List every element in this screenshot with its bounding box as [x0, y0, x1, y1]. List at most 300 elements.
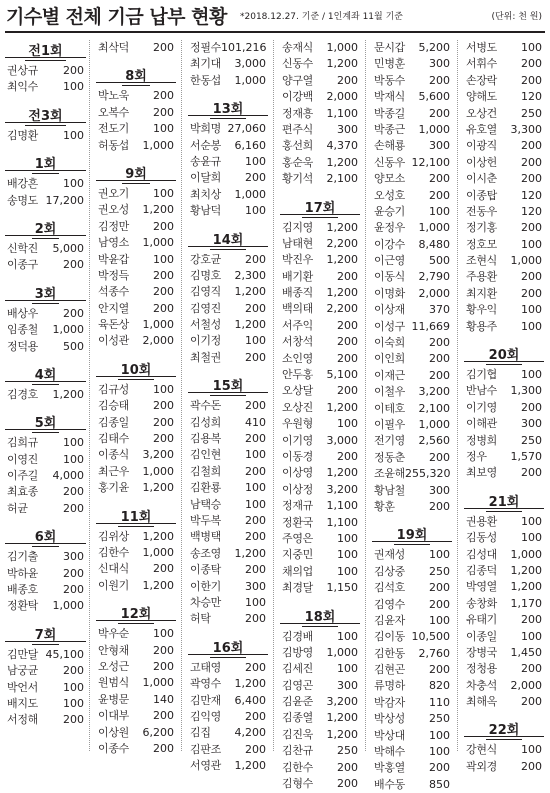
- donor-row: [464, 694, 544, 710]
- donor-name: 김찬규: [282, 744, 313, 758]
- donor-name: 김기출: [7, 550, 38, 564]
- donation-amount: 2,100: [326, 172, 358, 186]
- donor-row: [96, 333, 176, 349]
- class-group-header: [5, 364, 86, 387]
- donor-row: [280, 661, 360, 677]
- group-rule: [5, 381, 86, 382]
- donation-amount: 200: [245, 350, 266, 364]
- header-rule: [5, 31, 545, 33]
- donation-amount: 200: [153, 41, 174, 54]
- donor-name: 박홍열: [374, 761, 405, 775]
- donor-name: 이근영: [374, 254, 405, 268]
- donation-amount: 45,100: [45, 647, 84, 661]
- donor-row: [5, 598, 86, 614]
- donor-name: 이상재: [374, 303, 405, 317]
- donor-name: 김세진: [282, 662, 313, 676]
- donation-amount: 250: [429, 564, 450, 578]
- donor-row: [96, 675, 176, 691]
- group-rule: [188, 246, 268, 247]
- group-spacer: [464, 335, 544, 344]
- donor-name: 이철우: [374, 385, 405, 399]
- donation-amount: 200: [429, 597, 450, 611]
- donation-amount: 100: [337, 417, 358, 431]
- donation-amount: 1,200: [326, 57, 358, 71]
- donor-row: [372, 269, 452, 285]
- group-spacer: [5, 209, 86, 218]
- donor-name: 채의업: [282, 564, 313, 578]
- donation-amount: 200: [521, 662, 542, 676]
- donation-amount: 2,000: [142, 334, 174, 348]
- donor-name: 배수동: [374, 777, 405, 791]
- donor-name: 김집: [190, 726, 211, 740]
- donation-amount: 200: [337, 318, 358, 332]
- donor-row: [280, 645, 360, 661]
- donation-amount: 200: [63, 583, 84, 597]
- donor-name: 허균: [7, 501, 28, 515]
- donor-row: [464, 40, 544, 56]
- donor-row: [188, 333, 268, 349]
- donor-name: 남영소: [98, 236, 129, 250]
- donor-name: 주영은: [282, 531, 313, 545]
- donor-name: 이종일: [466, 629, 497, 643]
- donation-amount: 1,200: [52, 387, 84, 401]
- donation-amount: 250: [337, 744, 358, 758]
- donor-name: 이상헌: [466, 155, 497, 169]
- donor-row: [5, 193, 86, 209]
- donor-name: 최보영: [466, 466, 497, 480]
- donor-name: 차충석: [466, 678, 497, 692]
- donor-name: 박재식: [374, 90, 405, 104]
- donation-amount: 100: [429, 745, 450, 759]
- donor-row: [372, 138, 452, 154]
- column-3: [188, 40, 268, 773]
- donor-row: [188, 464, 268, 480]
- donor-name: 허탁: [190, 612, 211, 626]
- donor-row: [188, 709, 268, 725]
- donor-row: [188, 693, 268, 709]
- class-group-header: [5, 624, 86, 647]
- class-group-label: 19회: [394, 527, 431, 545]
- class-group-header: [5, 153, 86, 176]
- donor-row: [188, 154, 268, 170]
- donor-row: [280, 106, 360, 122]
- donation-amount: 1,000: [418, 122, 450, 136]
- donation-amount: 300: [429, 139, 450, 153]
- donor-name: 우원형: [282, 417, 313, 431]
- donation-amount: 200: [337, 269, 358, 283]
- donor-row: [464, 73, 544, 89]
- donation-amount: 250: [521, 106, 542, 120]
- donor-row: [464, 367, 544, 383]
- donation-amount: 200: [245, 612, 266, 626]
- donor-row: [464, 416, 544, 432]
- donor-row: [96, 268, 176, 284]
- donor-row: [464, 302, 544, 318]
- donor-name: 박정득: [98, 268, 129, 282]
- donor-row: [280, 515, 360, 531]
- donor-name: 이강수: [374, 237, 405, 251]
- donor-name: 신동수: [282, 57, 313, 71]
- class-group-header: [188, 375, 268, 398]
- donor-name: 황기석: [282, 172, 313, 186]
- donor-name: 이동식: [374, 270, 405, 284]
- donor-row: [5, 322, 86, 338]
- class-group-header: [5, 283, 86, 306]
- class-group-label: 5회: [32, 415, 60, 433]
- donor-name: 김명호: [190, 268, 221, 282]
- donation-amount: 200: [429, 73, 450, 87]
- donor-row: [96, 219, 176, 235]
- donor-name: 박두복: [190, 513, 221, 527]
- donor-row: [372, 613, 452, 629]
- donation-amount: 200: [429, 172, 450, 186]
- donation-amount: 1,200: [326, 220, 358, 234]
- donation-amount: 1,200: [234, 759, 266, 773]
- donor-row: [372, 286, 452, 302]
- donor-row: [464, 629, 544, 645]
- donation-amount: 1,300: [510, 384, 542, 398]
- donation-amount: 850: [429, 777, 450, 791]
- donor-row: [280, 351, 360, 367]
- donation-amount: 1,200: [510, 580, 542, 594]
- donor-name: 신동우: [374, 155, 405, 169]
- donation-amount: 200: [245, 660, 266, 674]
- donor-name: 이숙희: [374, 336, 405, 350]
- donor-row: [372, 499, 452, 515]
- class-group-header: [96, 506, 176, 529]
- donor-row: [372, 351, 452, 367]
- donation-amount: 200: [429, 106, 450, 120]
- donation-amount: 200: [521, 139, 542, 153]
- donor-name: 이해관: [466, 417, 497, 431]
- donation-amount: 200: [521, 613, 542, 627]
- donor-name: 이재근: [374, 368, 405, 382]
- column-divider: [89, 40, 90, 751]
- donor-row: [280, 743, 360, 759]
- donor-row: [372, 401, 452, 417]
- donor-row: [464, 56, 544, 72]
- donor-row: [280, 318, 360, 334]
- donor-row: [280, 155, 360, 171]
- donation-amount: 200: [153, 432, 174, 446]
- donor-row: [5, 501, 86, 517]
- donor-row: [96, 578, 176, 594]
- donation-amount: 1,200: [142, 203, 174, 217]
- donation-amount: 100: [521, 319, 542, 333]
- donor-row: [188, 562, 268, 578]
- donation-amount: 100: [521, 743, 542, 757]
- class-group-label: 17회: [302, 200, 339, 218]
- donation-amount: 1,200: [234, 546, 266, 560]
- donor-row: [464, 106, 544, 122]
- donor-row: [464, 89, 544, 105]
- donor-name: 서휘수: [466, 57, 497, 71]
- donor-name: 이달희: [190, 171, 221, 185]
- donation-amount: 100: [337, 564, 358, 578]
- donation-amount: 100: [245, 204, 266, 218]
- donor-row: [464, 661, 544, 677]
- donor-row: [188, 350, 268, 366]
- donor-name: 주용환: [466, 270, 497, 284]
- donor-row: [464, 220, 544, 236]
- donation-amount: 200: [153, 709, 174, 723]
- donor-name: 박우순: [98, 627, 129, 641]
- group-rule: [280, 623, 360, 624]
- class-group-header: [5, 40, 86, 63]
- donor-row: [96, 725, 176, 741]
- donor-row: [280, 727, 360, 743]
- donor-row: [5, 435, 86, 451]
- donor-name: 이종수: [98, 741, 129, 755]
- donor-row: [464, 759, 544, 775]
- donor-name: 김지영: [282, 220, 313, 234]
- donation-amount: 1,200: [326, 253, 358, 267]
- donation-amount: 200: [245, 252, 266, 266]
- donation-amount: 100: [337, 662, 358, 676]
- donation-amount: 100: [245, 448, 266, 462]
- donation-amount: 200: [429, 450, 450, 464]
- donor-name: 박동수: [374, 73, 405, 87]
- group-spacer: [5, 274, 86, 283]
- donation-amount: 200: [337, 449, 358, 463]
- donor-name: 김동성: [466, 531, 497, 545]
- donor-row: [280, 171, 360, 187]
- group-spacer: [96, 154, 176, 163]
- donor-row: [372, 777, 452, 793]
- donor-row: [96, 464, 176, 480]
- donor-row: [464, 286, 544, 302]
- donor-name: 김영수: [374, 597, 405, 611]
- donor-row: [188, 497, 268, 513]
- donor-row: [280, 498, 360, 514]
- donor-row: [188, 398, 268, 414]
- donor-row: [96, 382, 176, 398]
- donor-name: 이테호: [374, 401, 405, 415]
- class-group-header: [5, 412, 86, 435]
- group-spacer: [96, 350, 176, 359]
- donor-name: 김한동: [374, 646, 405, 660]
- donation-amount: 250: [521, 433, 542, 447]
- donor-name: 김판조: [190, 742, 221, 756]
- donation-amount: 100: [245, 334, 266, 348]
- donor-row: [372, 450, 452, 466]
- group-spacer: [96, 594, 176, 603]
- donor-row: [372, 662, 452, 678]
- donor-name: 오상달: [282, 384, 313, 398]
- donor-row: [188, 676, 268, 692]
- donation-amount: 1,200: [326, 400, 358, 414]
- donor-name: 김경호: [7, 387, 38, 401]
- donor-row: [188, 252, 268, 268]
- donor-row: [464, 188, 544, 204]
- donor-row: [96, 447, 176, 463]
- donor-row: [280, 73, 360, 89]
- donation-amount: 2,300: [234, 268, 266, 282]
- donor-row: [96, 202, 176, 218]
- donor-row: [372, 73, 452, 89]
- donor-row: [5, 582, 86, 598]
- donor-name: 박영열: [466, 580, 497, 594]
- donation-amount: 17,200: [45, 193, 84, 207]
- donor-name: 배기환: [282, 269, 313, 283]
- donation-amount: 100: [63, 80, 84, 94]
- donation-amount: 820: [429, 679, 450, 693]
- donor-name: 양구열: [282, 73, 313, 87]
- donation-amount: 300: [429, 57, 450, 71]
- donation-amount: 2,560: [418, 434, 450, 448]
- donation-amount: 100: [337, 531, 358, 545]
- donor-name: 민병훈: [374, 57, 405, 71]
- donor-name: 황우익: [466, 303, 497, 317]
- donor-name: 유태기: [466, 613, 497, 627]
- donor-row: [188, 742, 268, 758]
- donor-row: [464, 645, 544, 661]
- donation-amount: 100: [245, 595, 266, 609]
- donor-name: 박상대: [374, 728, 405, 742]
- donor-name: 황용주: [466, 319, 497, 333]
- donor-name: 양모소: [374, 172, 405, 186]
- group-spacer: [464, 482, 544, 491]
- donation-amount: 200: [63, 306, 84, 320]
- donor-row: [464, 530, 544, 546]
- donor-row: [372, 678, 452, 694]
- donor-name: 백의태: [282, 302, 313, 316]
- donor-name: 차승만: [190, 595, 221, 609]
- donor-name: 남택승: [190, 497, 221, 511]
- donation-amount: 2,100: [418, 401, 450, 415]
- donor-row: [372, 384, 452, 400]
- class-group-header: [188, 229, 268, 252]
- donor-row: [280, 433, 360, 449]
- donor-name: 편주식: [282, 122, 313, 136]
- donor-name: 이상원: [98, 725, 129, 739]
- donation-amount: 200: [63, 258, 84, 272]
- donation-amount: 100: [63, 680, 84, 694]
- donor-row: [464, 612, 544, 628]
- column-5: [372, 40, 452, 791]
- donor-row: [372, 547, 452, 563]
- donation-amount: 1,000: [142, 236, 174, 250]
- donor-name: 김승태: [98, 399, 129, 413]
- donor-row: [96, 186, 176, 202]
- donor-name: 윤정우: [374, 221, 405, 235]
- donor-name: 정환국: [282, 515, 313, 529]
- donor-row: [280, 252, 360, 268]
- donor-row: [372, 335, 452, 351]
- group-rule: [96, 376, 176, 377]
- donor-row: [464, 449, 544, 465]
- class-group-label: 16회: [210, 640, 247, 658]
- donation-amount: 100: [63, 696, 84, 710]
- donation-amount: 100: [521, 531, 542, 545]
- donation-amount: 200: [429, 761, 450, 775]
- donation-amount: 1,000: [510, 547, 542, 561]
- donor-name: 안형채: [98, 643, 129, 657]
- donor-name: 오상건: [466, 106, 497, 120]
- donation-amount: 300: [337, 678, 358, 692]
- donor-row: [188, 268, 268, 284]
- donor-row: [372, 155, 452, 171]
- donor-row: [96, 121, 176, 137]
- donor-name: 육돈상: [98, 318, 129, 332]
- donor-name: 배지도: [7, 696, 38, 710]
- unit-label: (단위: 천 원): [491, 12, 542, 22]
- donation-amount: 100: [429, 548, 450, 562]
- donor-row: [372, 302, 452, 318]
- donor-name: 김영진: [190, 301, 221, 315]
- donor-row: [372, 646, 452, 662]
- donor-row: [280, 465, 360, 481]
- donor-row: [96, 626, 176, 642]
- donor-name: 오성호: [374, 188, 405, 202]
- donor-row: [280, 694, 360, 710]
- donation-amount: 1,000: [418, 221, 450, 235]
- group-spacer: [5, 355, 86, 364]
- donation-amount: 1,000: [142, 545, 174, 559]
- donor-row: [5, 241, 86, 257]
- donor-row: [188, 73, 268, 89]
- donor-row: [464, 596, 544, 612]
- donor-name: 이종식: [98, 448, 129, 462]
- donation-amount: 1,000: [142, 138, 174, 152]
- donor-name: 김종일: [98, 415, 129, 429]
- class-group-header: [188, 98, 268, 121]
- donor-row: [464, 122, 544, 138]
- donor-name: 홍순욱: [282, 155, 313, 169]
- donor-row: [372, 237, 452, 253]
- donor-row: [5, 566, 86, 582]
- donation-amount: 200: [429, 368, 450, 382]
- donor-name: 배강흔: [7, 177, 38, 191]
- donation-amount: 2,790: [418, 270, 450, 284]
- donation-amount: 200: [153, 562, 174, 576]
- group-spacer: [5, 144, 86, 153]
- donation-amount: 1,200: [142, 578, 174, 592]
- donation-amount: 100: [429, 204, 450, 218]
- class-group-header: [372, 524, 452, 547]
- donor-row: [372, 629, 452, 645]
- donor-name: 김위상: [98, 529, 129, 543]
- group-rule: [188, 115, 268, 116]
- class-group-label: 15회: [210, 378, 247, 396]
- donor-name: 정재규: [282, 499, 313, 513]
- donor-row: [372, 188, 452, 204]
- donor-name: 박감자: [374, 695, 405, 709]
- class-group-label: 12회: [118, 606, 155, 624]
- group-rule: [5, 429, 86, 430]
- donation-amount: 1,000: [326, 41, 358, 54]
- donor-row: [280, 760, 360, 776]
- donor-row: [188, 301, 268, 317]
- donation-amount: 200: [63, 64, 84, 77]
- donation-amount: 1,200: [326, 286, 358, 300]
- donor-name: 최지환: [466, 286, 497, 300]
- donor-name: 남태현: [282, 236, 313, 250]
- donation-amount: 1,150: [326, 581, 358, 595]
- donation-amount: 100: [153, 186, 174, 200]
- donation-amount: 200: [63, 485, 84, 499]
- donor-row: [188, 595, 268, 611]
- donation-amount: 200: [153, 105, 174, 119]
- donor-row: [280, 56, 360, 72]
- donor-row: [188, 529, 268, 545]
- donor-name: 오성근: [98, 659, 129, 673]
- donor-row: [5, 663, 86, 679]
- group-rule: [96, 82, 176, 83]
- donor-row: [372, 728, 452, 744]
- donation-amount: 3,000: [326, 433, 358, 447]
- donor-name: 배상우: [7, 306, 38, 320]
